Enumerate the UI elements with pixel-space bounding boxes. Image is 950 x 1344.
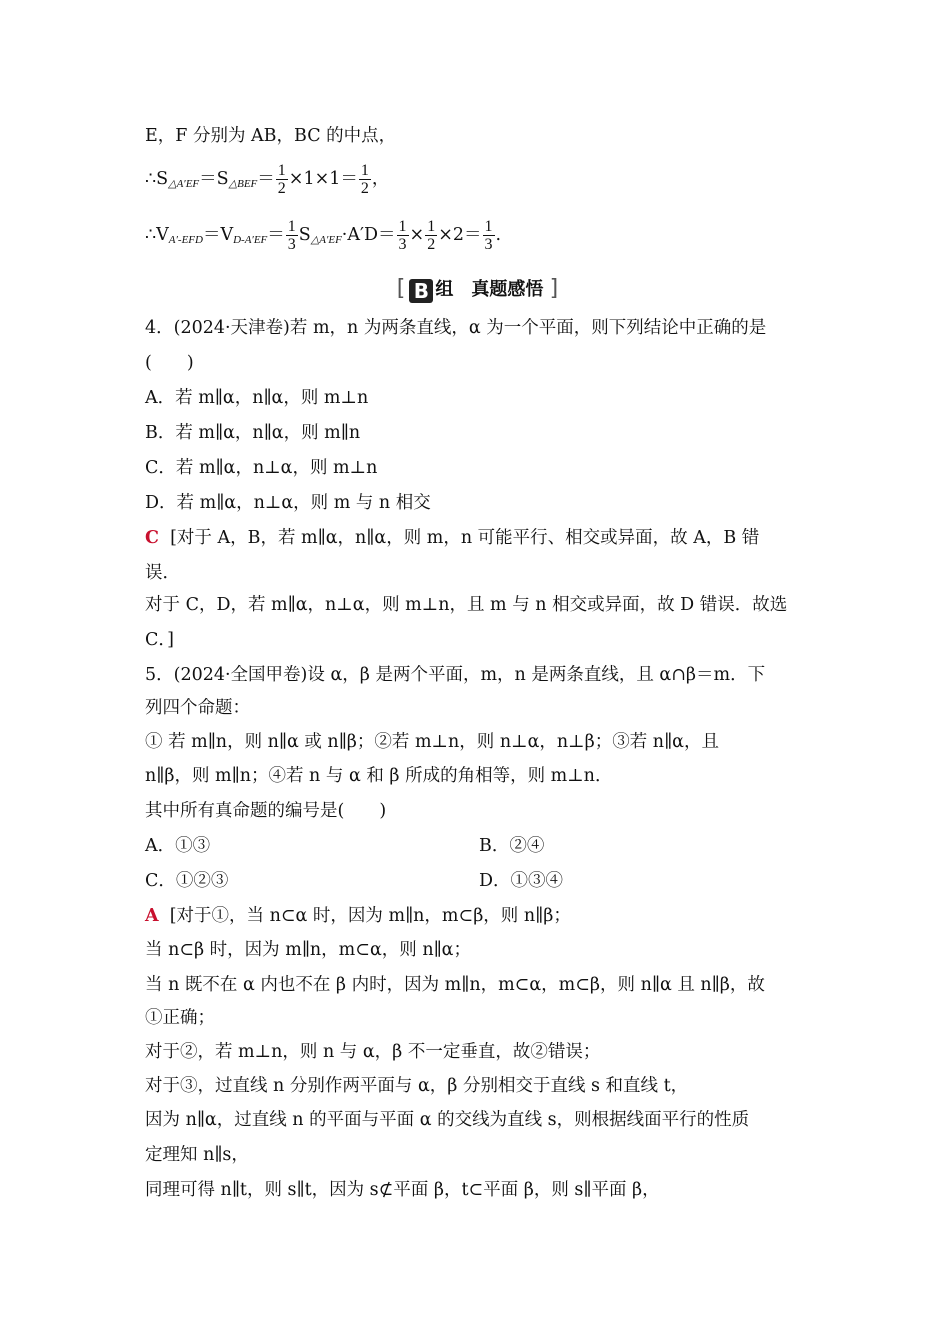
q4-stem-line-1: 4．(2024·天津卷)若 m，n 为两条直线，α 为一个平面，则下列结论中正确的是 [145, 318, 767, 338]
bracket-left: [ [396, 276, 406, 301]
q4-option-d: D．若 m∥α，n⊥α，则 m 与 n 相交 [145, 493, 431, 513]
bracket-right: ] [549, 276, 559, 301]
fraction-one-half: $\frac{1}{2}$ [277, 162, 286, 197]
intro-area-equation: $\therefore S_{\triangle A'EF}=S_{\triangle BEF}=$ $\frac{1}{2}$ ×1×1＝ $\frac{1}{2}$ ， [145, 162, 390, 197]
q5-solution-line-4: ①正确； [145, 1008, 215, 1028]
q4-solution-line-2: 误． [145, 563, 180, 583]
q5-solution-line-6: 对于③，过直线 n 分别作两平面与 α，β 分别相交于直线 s 和直线 t， [145, 1076, 689, 1096]
q5-stem-line-2: 列四个命题： [145, 698, 250, 718]
q5-option-c: C．①②③ [145, 871, 229, 891]
q4-solution-line-4: C．] [145, 630, 174, 650]
intro-volume-equation: $\therefore V_{A'-EFD}=V_{D-A'EF}=$ $\frac{1}{3}$ $S_{\triangle A'EF}\cdot A'D=$ $\frac{1}{3}$ × $\frac{1}{2}$ ×2＝ $\frac{1}{3}$ . [145, 218, 502, 253]
q5-stem-line-3: ① 若 m∥n，则 n∥α 或 n∥β；②若 m⊥n，则 n⊥α，n⊥β；③若 n∥α，且 [145, 732, 719, 752]
fraction-one-half: $\frac{1}{2}$ [427, 218, 436, 253]
q4-option-b: B．若 m∥α，n∥α，则 m∥n [145, 423, 361, 443]
section-heading [145, 276, 810, 303]
q5-solution-line-1: A [对于①，当 n⊂α 时，因为 m∥n，m⊂β，则 n∥β； [145, 906, 571, 926]
q4-stem-line-2: ( ) [145, 353, 194, 373]
q5-stem-line-5: 其中所有真命题的编号是( ) [145, 801, 387, 821]
q5-option-b: B．②④ [479, 836, 545, 856]
intro-line-1: E，F 分别为 AB，BC 的中点， [145, 126, 397, 146]
q5-option-d: D．①③④ [479, 871, 564, 891]
group-b-badge: B [409, 279, 433, 303]
q5-stem-line-1: 5．(2024·全国甲卷)设 α，β 是两个平面，m，n 是两条直线，且 α∩β＝m．下 [145, 665, 766, 685]
q5-stem-line-4: n∥β，则 m∥n；④若 n 与 α 和 β 所成的角相等，则 m⊥n． [145, 766, 613, 786]
fraction-one-third: $\frac{1}{3}$ [398, 218, 407, 253]
section-label: 组 真题感悟 [435, 279, 544, 300]
fraction-one-third: $\frac{1}{3}$ [287, 218, 296, 253]
q5-solution-line-9: 同理可得 n∥t，则 s∥t，因为 s⊄平面 β，t⊂平面 β，则 s∥平面 β， [145, 1180, 660, 1200]
q5-solution-line-5: 对于②，若 m⊥n，则 n 与 α，β 不一定垂直，故②错误； [145, 1042, 601, 1062]
fraction-one-third: $\frac{1}{3}$ [484, 218, 493, 253]
q5-solution-line-2: 当 n⊂β 时，因为 m∥n，m⊂α，则 n∥α； [145, 940, 471, 960]
q4-option-c: C．若 m∥α，n⊥α，则 m⊥n [145, 458, 378, 478]
q4-solution-line-1: C [对于 A，B，若 m∥α，n∥α，则 m，n 可能平行、相交或异面，故 A，B 错 [145, 528, 760, 548]
q4-answer: C [145, 528, 159, 548]
q5-options-row-2 [145, 869, 810, 893]
q4-solution-line-3: 对于 C，D，若 m∥α，n⊥α，则 m⊥n，且 m 与 n 相交或异面，故 D 错误．故选 [145, 595, 788, 615]
q5-solution-line-7: 因为 n∥α，过直线 n 的平面与平面 α 的交线为直线 s，则根据线面平行的性质 [145, 1110, 750, 1130]
q5-options-row-1 [145, 834, 810, 858]
q5-answer: A [145, 906, 159, 926]
q5-option-a: A．①③ [145, 836, 211, 856]
q5-solution-line-3: 当 n 既不在 α 内也不在 β 内时，因为 m∥n，m⊂α，m⊂β，则 n∥α 且 n∥β，故 [145, 975, 765, 995]
q5-solution-line-8: 定理知 n∥s， [145, 1145, 249, 1165]
q4-option-a: A．若 m∥α，n∥α，则 m⊥n [145, 388, 369, 408]
fraction-one-half: $\frac{1}{2}$ [360, 162, 369, 197]
